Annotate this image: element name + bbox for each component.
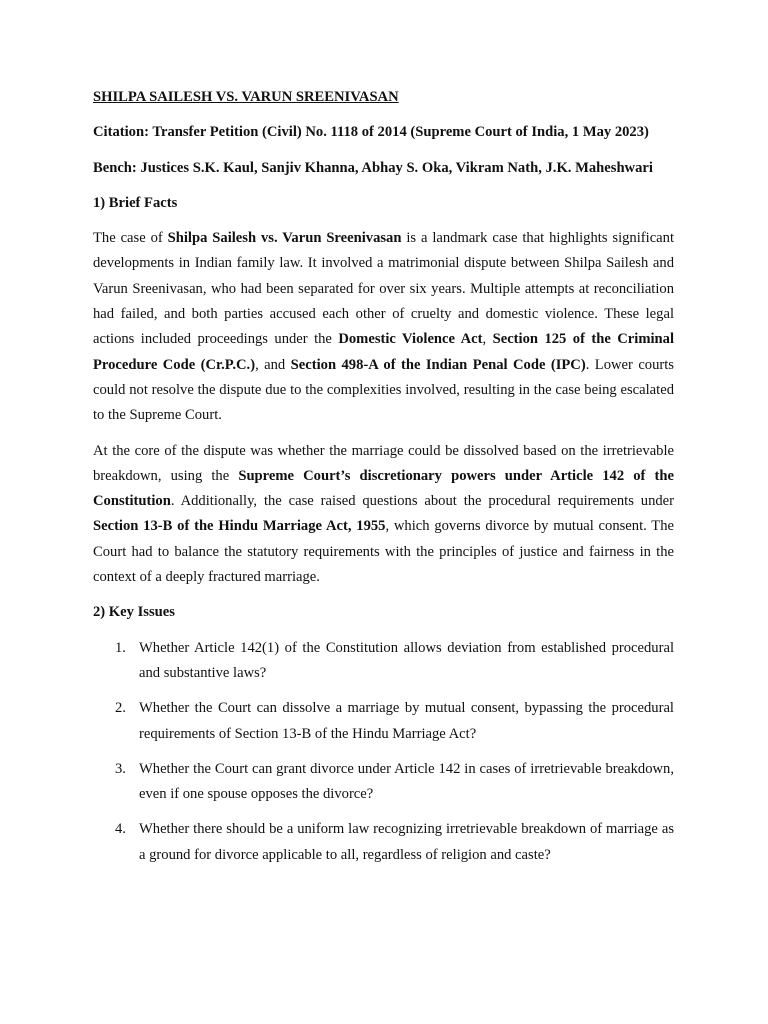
text-run: . Additionally, the case raised questions about the procedural requirements under [170,493,674,510]
bold-ipc-section: Section 498-A of the Indian Penal Code (IPC) [290,356,586,373]
citation: Citation: Transfer Petition (Civil) No. 1118 of 2014 (Supreme Court of India, 1 May 2023) [93,124,649,141]
text-run: At the core of the dispute was whether the marriage could be dissolved based on the irretrievable breakdown, using the [93,442,674,484]
section-heading-key-issues: 2) Key Issues [93,604,175,621]
list-item [93,696,674,747]
text-run: , and [255,356,291,373]
bold-hma-section: Section 13-B of the Hindu Marriage Act, 1955 [93,518,386,535]
bench: Bench: Justices S.K. Kaul, Sanjiv Khanna, Abhay S. Oka, Vikram Nath, J.K. Maheshwari [93,159,653,176]
text-run: is a landmark case that highlights significant developments in Indian family law. It involved a matrimonial dispute between Shilpa Sailesh and Varun Sreenivasan, who had been separated for over six years. Multiple attempts at reconciliation had failed, and both parties accused each other of cruelty and domestic violence. These legal actions included proceedings under the [93,230,675,348]
list-number: 1. [115,639,126,656]
section-heading-brief-facts: 1) Brief Facts [93,194,178,211]
brief-facts-paragraph-1 [93,226,674,428]
list-number: 2. [115,700,126,717]
list-number: 3. [115,760,126,777]
list-item-text: Whether the Court can dissolve a marriage by mutual consent, bypassing the procedural requirements of Section 13-B of the Hindu Marriage Act? [139,700,674,742]
bold-article-142: Supreme Court’s discretionary powers under Article 142 of the Constitution [93,467,674,510]
text-run: . Lower courts could not resolve the dispute due to the complexities involved, resulting in the case being escalated to the Supreme Court. [93,356,674,424]
list-item-text: Whether Article 142(1) of the Constitution allows deviation from established procedural and substantive laws? [139,639,674,681]
list-item [93,636,674,687]
bold-crpc-section: Section 125 of the Criminal Procedure Code (Cr.P.C.) [93,331,674,373]
list-number: 4. [115,821,126,838]
list-item [93,817,674,868]
text-run: , [482,331,493,348]
text-run: , which governs divorce by mutual consent. The Court had to balance the statutory requirements with the principles of justice and fairness in the context of a deeply fractured marriage. [93,518,674,586]
list-item-text: Whether there should be a uniform law recognizing irretrievable breakdown of marriage as a ground for divorce applicable to all, regardless of religion and caste? [139,821,674,863]
bold-dv-act: Domestic Violence Act [338,331,483,348]
case-title: SHILPA SAILESH VS. VARUN SREENIVASAN [93,89,399,105]
bold-case-name: Shilpa Sailesh vs. Varun Sreenivasan [167,230,402,247]
key-issues-list [93,636,674,868]
list-item-text: Whether the Court can grant divorce under Article 142 in cases of irretrievable breakdown, even if one spouse opposes the divorce? [139,760,674,803]
text-run: The case of [93,230,168,247]
list-item [93,757,674,808]
brief-facts-paragraph-2 [93,439,674,591]
